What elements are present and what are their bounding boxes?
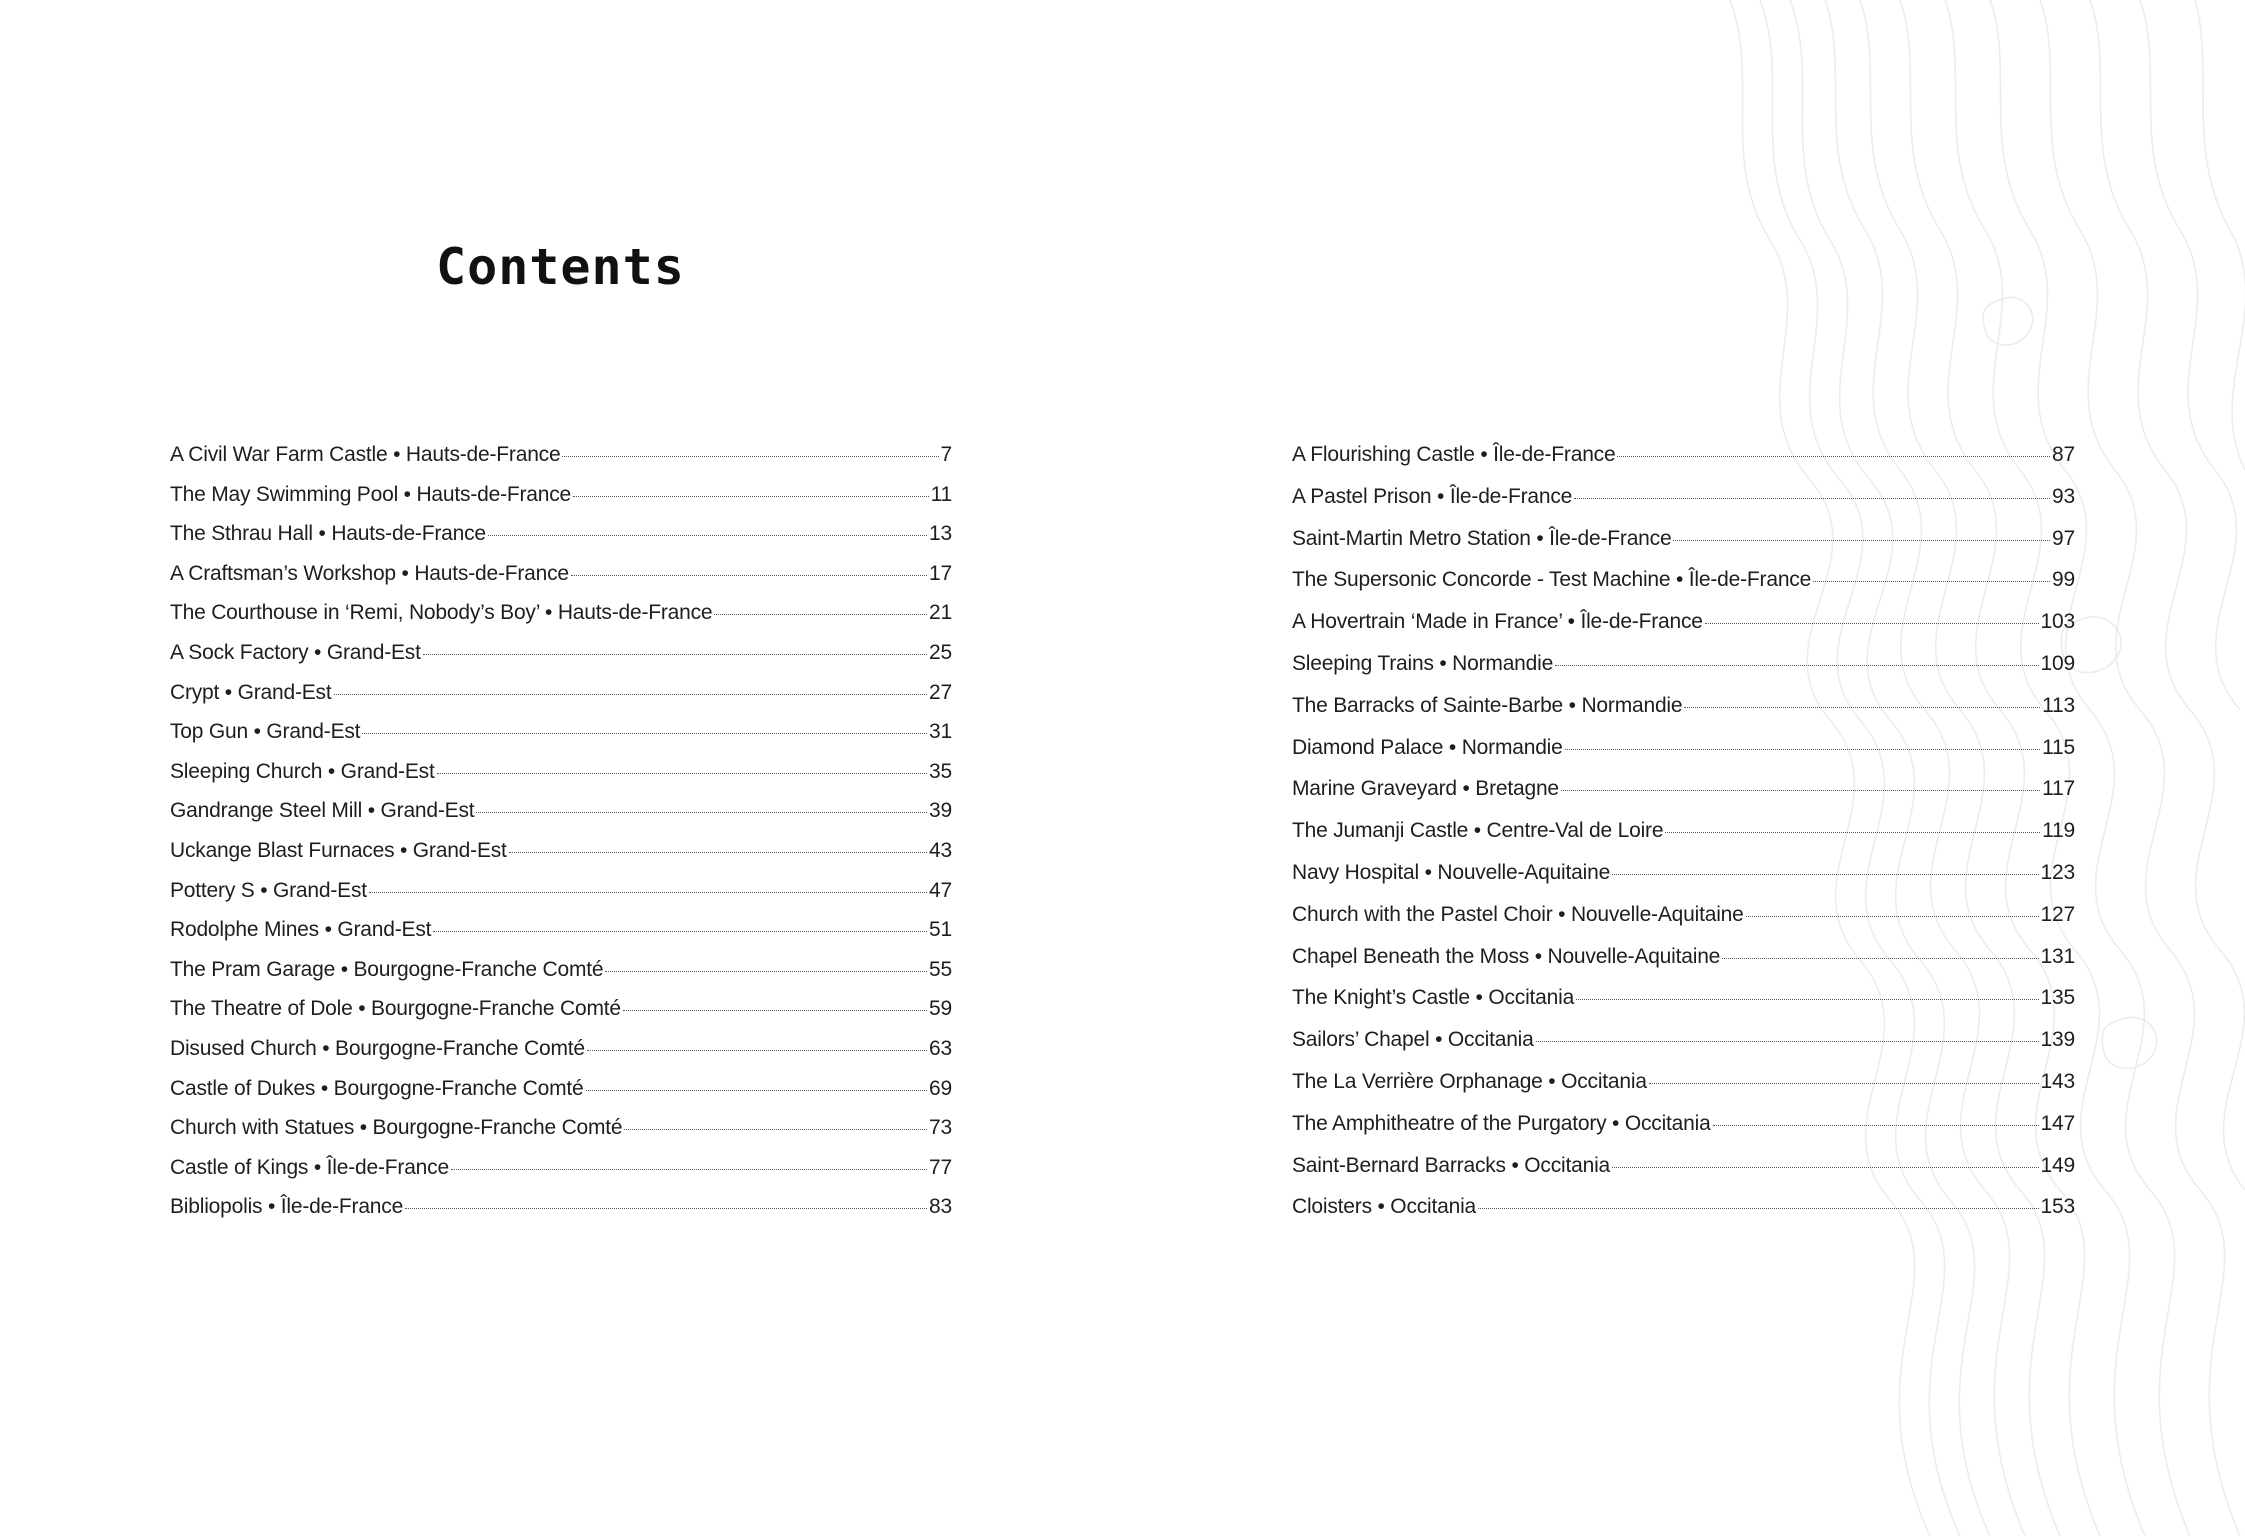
toc-entry [170, 522, 952, 562]
toc-entry-page-number: 63 [929, 1036, 952, 1060]
toc-entry-title: Marine Graveyard • Bretagne [1292, 777, 1559, 801]
toc-entry [170, 601, 952, 641]
dot-leader [369, 892, 927, 893]
toc-entry-page-number: 77 [929, 1155, 952, 1179]
dot-leader [623, 1010, 927, 1011]
dot-leader [405, 1208, 927, 1209]
toc-entry [170, 641, 952, 681]
toc-entry-title: The Barracks of Sainte-Barbe • Normandie [1292, 693, 1683, 717]
toc-entry-page-number: 83 [929, 1195, 952, 1219]
toc-entry-page-number: 109 [2040, 651, 2075, 675]
toc-entry-page-number: 149 [2040, 1153, 2075, 1177]
toc-entry-page-number: 59 [929, 997, 952, 1021]
dot-leader [423, 654, 927, 655]
toc-entry [170, 562, 952, 602]
dot-leader [586, 1090, 928, 1091]
toc-entry [1292, 443, 2075, 485]
dot-leader [624, 1129, 927, 1130]
dot-leader [509, 852, 927, 853]
dot-leader [1617, 456, 2050, 457]
toc-entry [1292, 1112, 2075, 1154]
toc-entry-title: A Pastel Prison • Île-de-France [1292, 484, 1573, 508]
toc-entry-page-number: 21 [929, 601, 952, 625]
toc-entry [1292, 1070, 2075, 1112]
toc-entry-page-number: 113 [2042, 693, 2075, 717]
toc-entry [1292, 861, 2075, 903]
dot-leader [1565, 749, 2040, 750]
toc-entry-page-number: 27 [929, 680, 952, 704]
dot-leader [1722, 958, 2038, 959]
toc-entry-page-number: 35 [929, 759, 952, 783]
toc-entry-title: A Craftsman’s Workshop • Hauts-de-France [170, 561, 569, 585]
dot-leader [1478, 1208, 2039, 1209]
dot-leader [571, 575, 927, 576]
toc-entry-page-number: 51 [929, 918, 952, 942]
toc-entry [1292, 819, 2075, 861]
toc-entry-title: Top Gun • Grand-Est [170, 720, 361, 744]
toc-entry [1292, 694, 2075, 736]
dot-leader [1813, 581, 2050, 582]
toc-entry [1292, 986, 2075, 1028]
toc-entry-page-number: 119 [2042, 819, 2075, 843]
toc-entry-page-number: 117 [2042, 777, 2075, 801]
toc-entry [170, 799, 952, 839]
dot-leader [433, 931, 927, 932]
dot-leader [573, 496, 929, 497]
toc-entry [170, 1116, 952, 1156]
toc-entry-page-number: 31 [929, 720, 952, 744]
toc-entry-title: Diamond Palace • Normandie [1292, 735, 1563, 759]
toc-entry-title: Saint-Bernard Barracks • Occitania [1292, 1153, 1611, 1177]
toc-entry [1292, 652, 2075, 694]
toc-entry [170, 1195, 952, 1235]
toc-entry-page-number: 97 [2052, 526, 2075, 550]
toc-entry-title: Sleeping Church • Grand-Est [170, 759, 435, 783]
toc-entry-page-number: 47 [929, 878, 952, 902]
toc-entry-page-number: 87 [2052, 443, 2075, 466]
toc-entry [170, 918, 952, 958]
dot-leader [1705, 623, 2039, 624]
toc-entry-title: Uckange Blast Furnaces • Grand-Est [170, 838, 507, 862]
toc-entry-title: Gandrange Steel Mill • Grand-Est [170, 799, 475, 823]
toc-right-column [1292, 443, 2075, 1237]
dot-leader [1673, 540, 2050, 541]
toc-entry-page-number: 39 [929, 799, 952, 823]
dot-leader [1536, 1041, 2039, 1042]
dot-leader [334, 694, 928, 695]
toc-entry [170, 1077, 952, 1117]
toc-entry [170, 997, 952, 1037]
dot-leader [714, 614, 927, 615]
toc-entry-title: Castle of Dukes • Bourgogne-Franche Comté [170, 1076, 584, 1100]
toc-entry-page-number: 93 [2052, 484, 2075, 508]
dot-leader [1746, 916, 2039, 917]
dot-leader [362, 733, 927, 734]
dot-leader [605, 971, 927, 972]
dot-leader [1561, 790, 2040, 791]
toc-entry [170, 681, 952, 721]
toc-entry [1292, 777, 2075, 819]
dot-leader [1612, 1167, 2039, 1168]
toc-entry-title: Sleeping Trains • Normandie [1292, 651, 1554, 675]
toc-entry-page-number: 73 [929, 1116, 952, 1140]
toc-entry-title: The Courthouse in ‘Remi, Nobody’s Boy’ • Hauts-de-France [170, 601, 713, 625]
toc-entry [1292, 945, 2075, 987]
toc-entry-page-number: 69 [929, 1076, 952, 1100]
dot-leader [451, 1169, 927, 1170]
toc-entry [1292, 610, 2075, 652]
toc-entry-title: The Knight’s Castle • Occitania [1292, 986, 1575, 1010]
toc-entry-page-number: 7 [940, 443, 952, 466]
dot-leader [1665, 832, 2040, 833]
toc-entry-title: The Pram Garage • Bourgogne-Franche Comté [170, 957, 604, 981]
toc-entry [1292, 568, 2075, 610]
toc-entry-page-number: 17 [929, 561, 952, 585]
toc-entry-title: The Jumanji Castle • Centre-Val de Loire [1292, 819, 1664, 843]
toc-entry [170, 958, 952, 998]
toc-entry [170, 1156, 952, 1196]
dot-leader [488, 535, 927, 536]
toc-entry-title: The May Swimming Pool • Hauts-de-France [170, 482, 572, 506]
toc-entry-title: Church with Statues • Bourgogne-Franche Comté [170, 1116, 623, 1140]
toc-entry [1292, 736, 2075, 778]
toc-entry-page-number: 99 [2052, 568, 2075, 592]
toc-entry [1292, 1154, 2075, 1196]
dot-leader [1684, 707, 2040, 708]
toc-entry-page-number: 143 [2040, 1069, 2075, 1093]
toc-entry-title: Sailors’ Chapel • Occitania [1292, 1028, 1534, 1052]
toc-entry-page-number: 123 [2040, 860, 2075, 884]
toc-entry-title: Castle of Kings • Île-de-France [170, 1155, 449, 1179]
toc-entry-title: Navy Hospital • Nouvelle-Aquitaine [1292, 860, 1611, 884]
toc-entry [170, 483, 952, 523]
toc-entry-title: Church with the Pastel Choir • Nouvelle-Aquitaine [1292, 902, 1744, 926]
toc-entry-title: Chapel Beneath the Moss • Nouvelle-Aquitaine [1292, 944, 1721, 968]
toc-entry [170, 720, 952, 760]
toc-entry-page-number: 115 [2042, 735, 2075, 759]
toc-entry [170, 839, 952, 879]
toc-entry-page-number: 127 [2040, 902, 2075, 926]
dot-leader [1713, 1125, 2039, 1126]
page-title: Contents [436, 238, 685, 296]
toc-entry-title: Disused Church • Bourgogne-Franche Comté [170, 1036, 585, 1060]
dot-leader [1574, 498, 2050, 499]
toc-entry [1292, 903, 2075, 945]
toc-entry [170, 760, 952, 800]
toc-entry-title: A Hovertrain ‘Made in France’ • Île-de-France [1292, 610, 1703, 634]
toc-entry-page-number: 11 [930, 482, 952, 506]
toc-entry-page-number: 135 [2040, 986, 2075, 1010]
toc-entry [170, 1037, 952, 1077]
dot-leader [1612, 874, 2039, 875]
toc-entry-page-number: 103 [2040, 610, 2075, 634]
toc-entry-page-number: 139 [2040, 1028, 2075, 1052]
dot-leader [476, 812, 927, 813]
toc-entry-page-number: 55 [929, 957, 952, 981]
toc-entry-page-number: 43 [929, 838, 952, 862]
toc-entry-page-number: 25 [929, 640, 952, 664]
toc-entry [170, 879, 952, 919]
toc-entry-title: The La Verrière Orphanage • Occitania [1292, 1069, 1647, 1093]
toc-entry [1292, 527, 2075, 569]
toc-entry-title: A Flourishing Castle • Île-de-France [1292, 443, 1616, 466]
toc-entry-page-number: 13 [929, 522, 952, 546]
dot-leader [587, 1050, 927, 1051]
toc-entry-title: The Sthrau Hall • Hauts-de-France [170, 522, 486, 546]
toc-entry-title: Cloisters • Occitania [1292, 1195, 1477, 1219]
toc-entry-page-number: 153 [2040, 1195, 2075, 1219]
dot-leader [437, 773, 927, 774]
toc-entry-title: The Amphitheatre of the Purgatory • Occitania [1292, 1111, 1711, 1135]
toc-entry-title: Pottery S • Grand-Est [170, 878, 367, 902]
toc-entry-title: The Supersonic Concorde - Test Machine • Île-de-France [1292, 568, 1812, 592]
dot-leader [1649, 1083, 2039, 1084]
toc-entry [170, 443, 952, 483]
toc-entry-title: A Civil War Farm Castle • Hauts-de-France [170, 443, 561, 466]
toc-entry [1292, 1028, 2075, 1070]
toc-entry [1292, 1195, 2075, 1237]
toc-entry-page-number: 147 [2040, 1111, 2075, 1135]
dot-leader [562, 456, 938, 457]
toc-entry-title: Saint-Martin Metro Station • Île-de-France [1292, 526, 1672, 550]
dot-leader [1555, 665, 2038, 666]
toc-left-column [170, 443, 952, 1235]
toc-entry-page-number: 131 [2040, 944, 2075, 968]
toc-entry-title: Bibliopolis • Île-de-France [170, 1195, 404, 1219]
dot-leader [1576, 999, 2038, 1000]
toc-entry-title: A Sock Factory • Grand-Est [170, 640, 421, 664]
toc-entry-title: Crypt • Grand-Est [170, 680, 332, 704]
toc-entry [1292, 485, 2075, 527]
toc-entry-title: Rodolphe Mines • Grand-Est [170, 918, 432, 942]
toc-entry-title: The Theatre of Dole • Bourgogne-Franche Comté [170, 997, 621, 1021]
